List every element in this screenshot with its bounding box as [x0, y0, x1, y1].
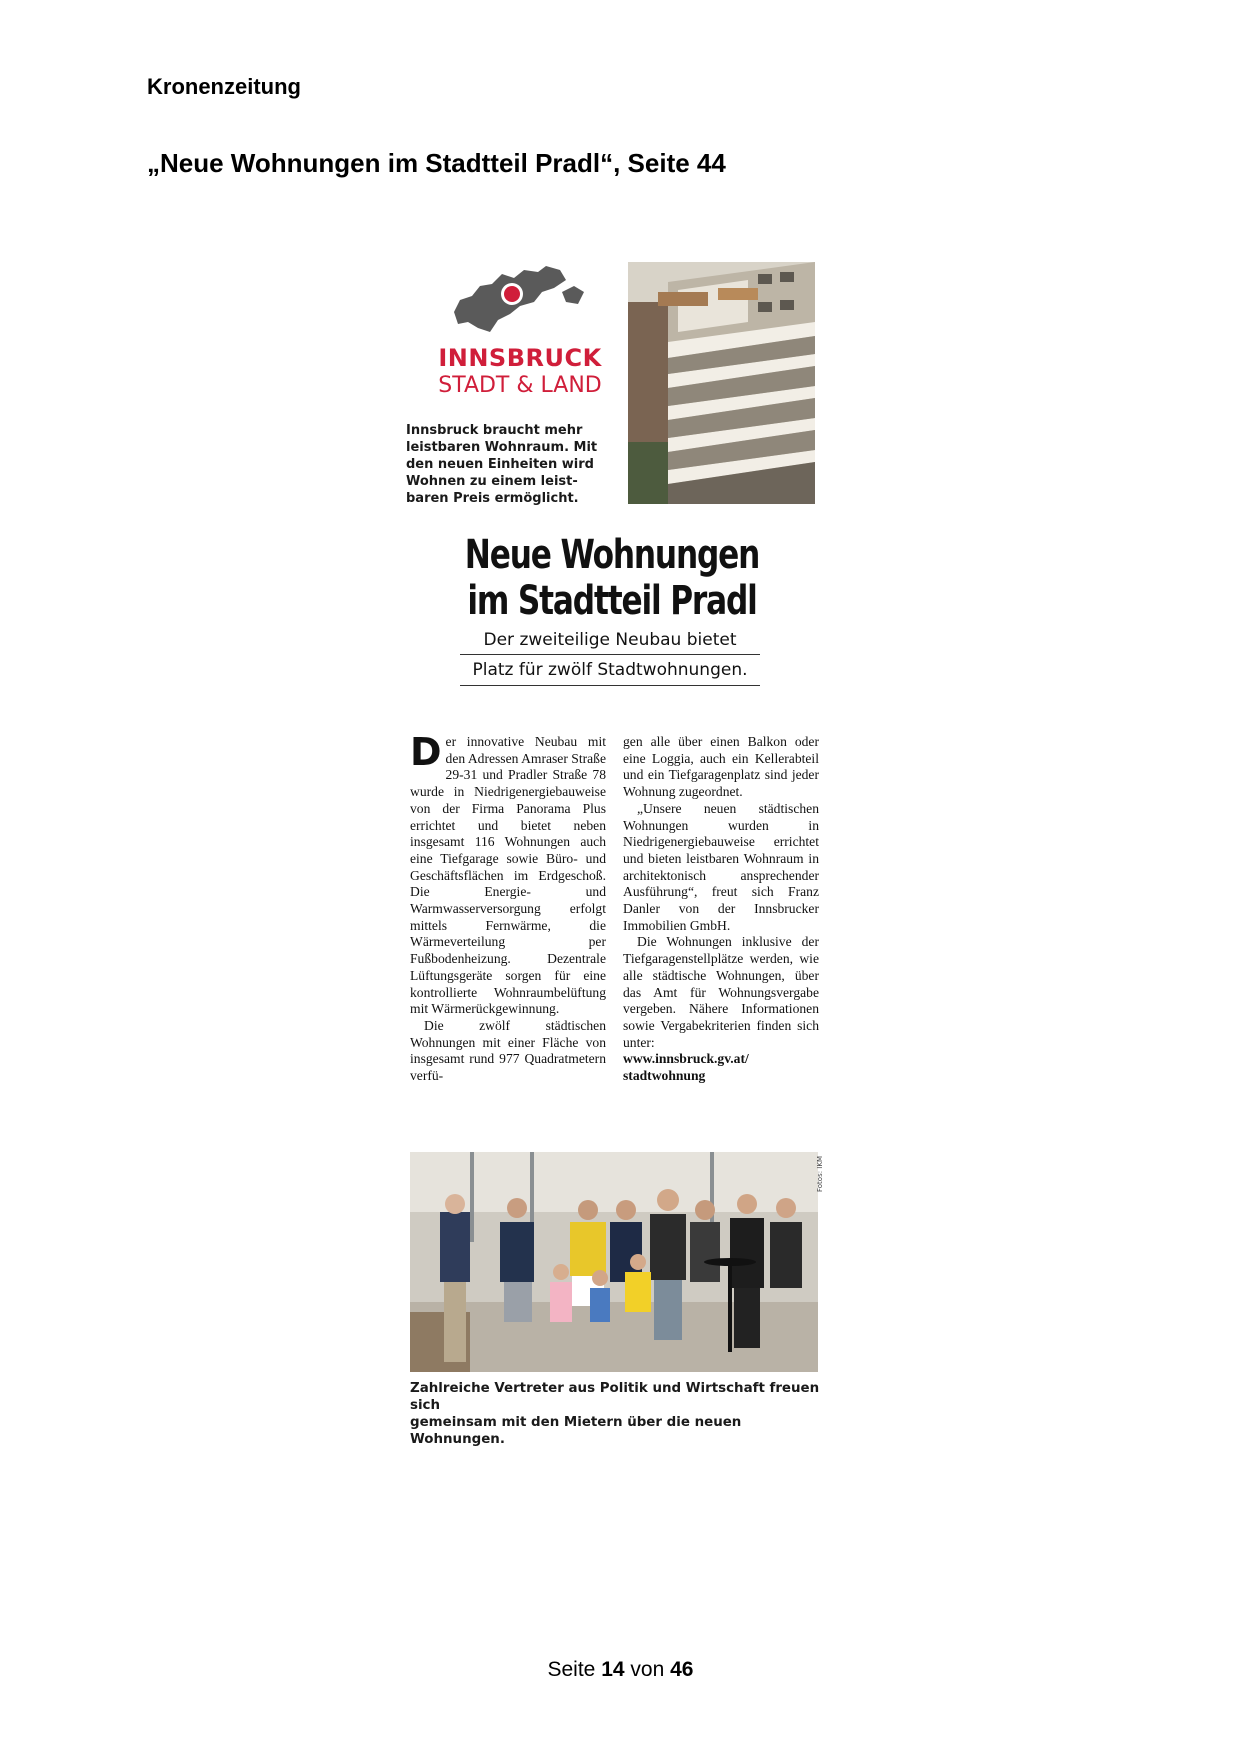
dropcap: D [410, 730, 442, 774]
footer-total-pages: 46 [670, 1658, 694, 1681]
photo-credit: Fotos: IKM [816, 1156, 824, 1193]
subheadline-line-2: Platz für zwölf Stadtwohnungen. [472, 660, 748, 680]
link-line: stadtwohnung [623, 1068, 706, 1084]
article-paragraph [410, 730, 606, 1018]
subheadline-line-1: Der zweiteilige Neubau bietet [483, 630, 737, 650]
article-paragraph: Die zwölf städtischen Wohnungen mit einer Fläche von insgesamt rund 977 Quadratmetern verfü- [410, 1017, 606, 1084]
headline-line-1: Neue Wohnungen [464, 532, 760, 578]
article-paragraph: Die Wohnungen inklusive der Tiefgaragenstellplätze werden, wie alle städtische Wohnungen, über das Amt für Wohnungsvergabe vergeben. Nähere Informationen sowie Vergabekriterien finden sich unter: [623, 934, 819, 1050]
caption-line: gemeinsam mit den Mietern über die neuen Wohnungen. [410, 1415, 742, 1447]
document-title: „Neue Wohnungen im Stadtteil Pradl“, Seite 44 [147, 148, 726, 178]
group-photo [410, 1152, 818, 1372]
teaser-line: baren Preis ermöglicht. [406, 491, 579, 506]
building-photo [628, 262, 815, 504]
teaser-line: Wohnen zu einem leist- [406, 474, 578, 489]
link-line: www.innsbruck.gv.at/ [623, 1051, 749, 1067]
footer-prefix: Seite [547, 1658, 596, 1681]
footer-page-number: 14 [601, 1658, 625, 1681]
page-footer [0, 1658, 1241, 1682]
teaser-line: Innsbruck braucht mehr [406, 423, 583, 438]
article-column-2 [623, 734, 819, 1085]
publication-name: Kronenzeitung [147, 74, 301, 99]
teaser-line: leistbaren Wohnraum. Mit [406, 440, 598, 455]
article-paragraph: gen alle über einen Balkon oder eine Loggia, auch ein Kellerabteil und ein Tiefgaragenplatz sind jeder Wohnung zugeordnet. [623, 734, 819, 800]
photo-caption [410, 1380, 820, 1448]
teaser-text [406, 422, 606, 507]
brand-line-2: STADT & LAND [438, 373, 602, 398]
headline [447, 532, 778, 624]
brand-line-1: INNSBRUCK [438, 344, 602, 372]
caption-line: Zahlreiche Vertreter aus Politik und Wirtschaft freuen sich [410, 1381, 820, 1413]
article-paragraph: „Unsere neuen städtischen Wohnungen wurden in Niedrigenergiebauweise errichtet und bieten leistbaren Wohnraum in architektonisch ansprechender Ausführung“, freut sich Franz Danler von der Innsbrucker Immobilien GmbH. [623, 800, 819, 933]
paragraph-text: er innovative Neubau mit den Adressen Amraser Straße 29-31 und Pradler Straße 78 wurde in Niedrigenergiebauweise von der Firma Panorama Plus errichtet und bietet neben insgesamt 116 Wohnungen auch eine Tiefgarage sowie Büro- und Geschäftsflächen im Erdgeschoß. Die Energie- und Warmwasserversorgung erfolgt mittels Fernwärme, die Wärmeverteilung per Fußbodenheizung. Dezentrale Lüftungsgeräte sorgen für eine kontrollierte Wohnraumbelüftung mit Wärmerückgewinnung. [410, 734, 606, 1017]
newspaper-clipping [400, 262, 824, 1447]
article-body [410, 730, 820, 1134]
article-link [623, 1051, 819, 1084]
tyrol-map-icon [450, 262, 590, 342]
article-column-1 [410, 730, 606, 1085]
teaser-line: den neuen Einheiten wird [406, 457, 594, 472]
headline-line-2: im Stadtteil Pradl [467, 578, 757, 624]
subheadline-rule [460, 654, 760, 655]
subheadline-rule [460, 685, 760, 686]
footer-middle: von [630, 1658, 665, 1681]
